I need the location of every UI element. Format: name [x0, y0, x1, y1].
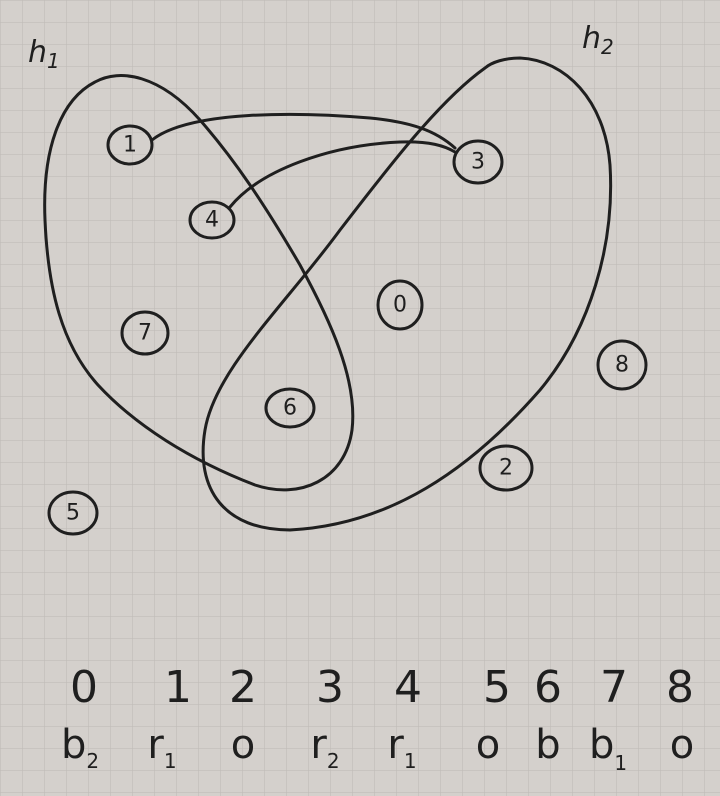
value-2: o — [230, 722, 256, 768]
node-4-label: 4 — [205, 207, 219, 233]
value-0: $b_2$ — [60, 722, 100, 773]
node-5-label: 5 — [66, 500, 80, 526]
node-2-label: 2 — [499, 455, 513, 481]
value-4: $r_1$ — [387, 722, 417, 773]
node-6-label: 6 — [283, 395, 297, 421]
index-8: 8 — [666, 662, 694, 713]
value-3: $r_2$ — [310, 722, 340, 773]
node-3-label: 3 — [471, 149, 485, 175]
hyperedge-h1-label: $h_1$ — [28, 35, 60, 73]
index-2: 2 — [229, 662, 257, 713]
index-4: 4 — [394, 662, 422, 713]
index-3: 3 — [316, 662, 344, 713]
node-0-label: 0 — [393, 292, 407, 318]
index-5: 5 — [483, 662, 511, 713]
index-1: 1 — [164, 662, 192, 713]
hyperedge-h2-label: $h_2$ — [582, 21, 614, 59]
value-1: $r_1$ — [147, 722, 177, 773]
value-6: b — [535, 722, 561, 768]
node-8-label: 8 — [615, 352, 629, 378]
index-7: 7 — [600, 662, 628, 713]
index-0: 0 — [70, 662, 98, 713]
node-1-label: 1 — [123, 132, 137, 158]
node-7-label: 7 — [138, 320, 152, 346]
value-5: o — [475, 722, 501, 768]
index-6: 6 — [534, 662, 562, 713]
value-7: $b_1$ — [588, 722, 628, 775]
value-8: o — [669, 722, 695, 768]
